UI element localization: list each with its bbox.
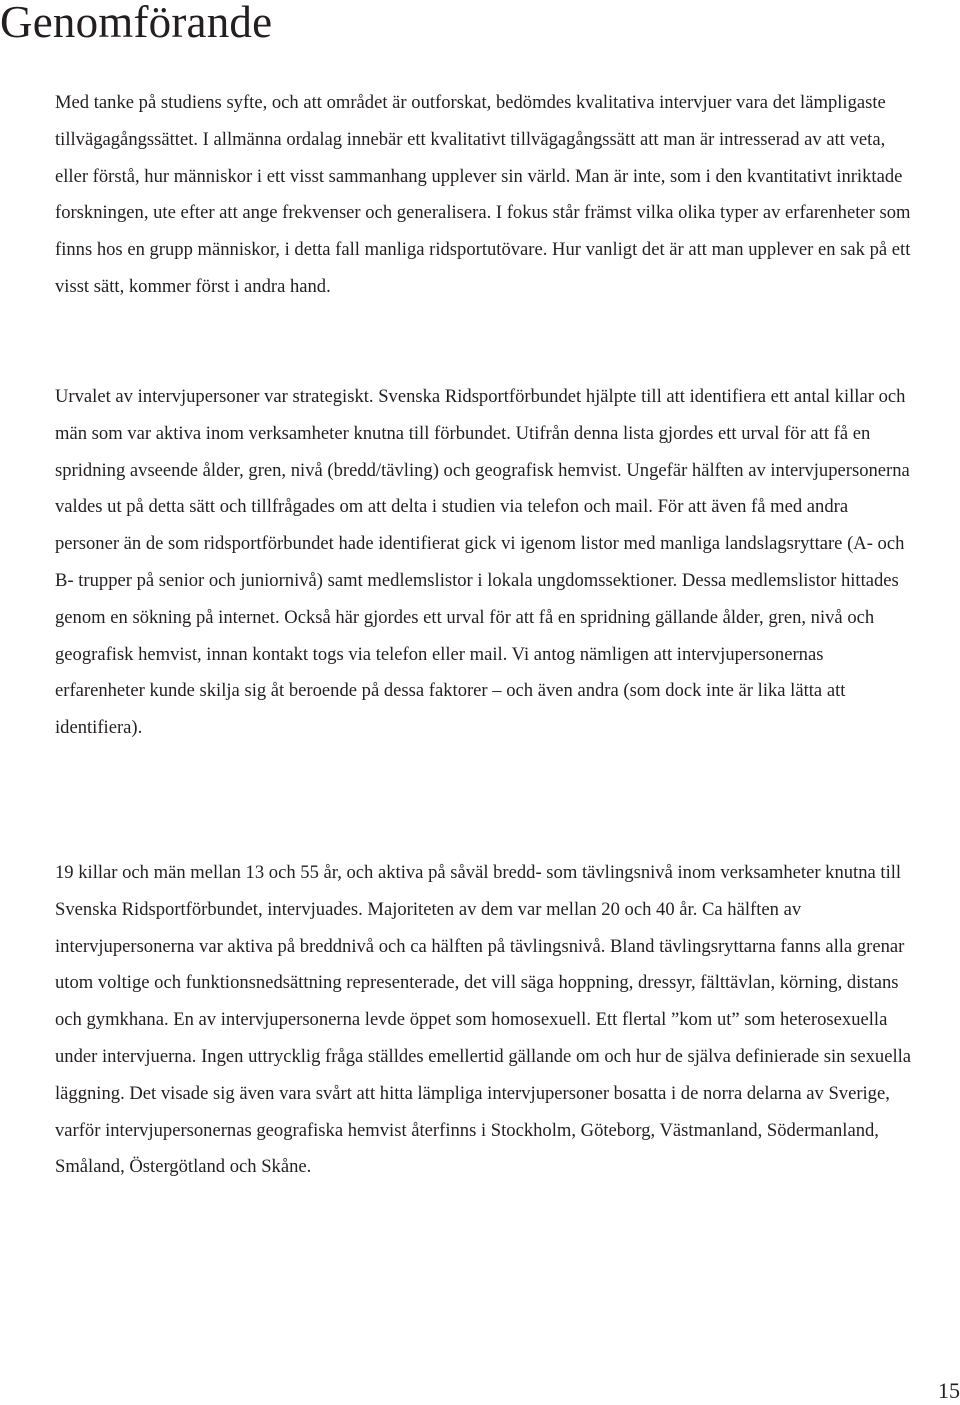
paragraph-participants: 19 killar och män mellan 13 och 55 år, och aktiva på såväl bredd- som tävlingsnivå inom verksamheter knutna till Svenska Ridsportförbundet, intervjuades. Majoriteten av dem var mellan 20 och 40 år. Ca hälften av intervjupersonerna var aktiva på breddnivå och ca hälften på tävlingsnivå. Bland tävlingsryttarna fanns alla grenar utom voltige och funktionsnedsättning representerade, det vill säga hoppning, dressyr, fälttävlan, körning, distans och gymkhana. En av intervjupersonerna levde öppet som homosexuell. Ett flertal ”kom ut” som heterosexuella under intervjuerna. Ingen uttrycklig fråga ställdes emellertid gällande om och hur de själva definierade sin sexuella läggning. Det visade sig även vara svårt att hitta lämpliga intervjupersoner bosatta i de norra delarna av Sverige, varför intervjupersonernas geografiska hemvist återfinns i Stockholm, Göteborg, Västmanland, Södermanland, Småland, Östergötland och Skåne.	[55, 862, 912, 1178]
page-number: 15	[938, 1378, 960, 1403]
paragraph-method-rationale: Med tanke på studiens syfte, och att området är outforskat, bedömdes kvalitativa intervjuer vara det lämpligaste tillvägagångssättet. I allmänna ordalag innebär ett kvalitativt tillvägagångssätt att man är intresserad av att veta, eller förstå, hur människor i ett visst sammanhang upplever sin värld. Man är inte, som i den kvantitativt inriktade forskningen, ute efter att ange frekvenser och generalisera. I fokus står främst vilka olika typer av erfarenheter som finns hos en grupp människor, i detta fall manliga ridsportutövare. Hur vanligt det är att man upplever en sak på ett visst sätt, kommer först i andra hand.	[55, 92, 911, 297]
paragraph-selection: Urvalet av intervjupersoner var strategiskt. Svenska Ridsportförbundet hjälpte till att identifiera ett antal killar och män som var aktiva inom verksamheter knutna till förbundet. Utifrån denna lista gjordes ett urval för att få en spridning avseende ålder, gren, nivå (bredd/tävling) och geografisk hemvist. Ungefär hälften av intervjupersonerna valdes ut på detta sätt och tillfrågades om att delta i studien via telefon och mail. För att även få med andra personer än de som ridsportförbundet hade identifierat gick vi igenom listor med manliga landslagsryttare (A- och B- trupper på senior och juniornivå) samt medlemslistor i lokala ungdomssektioner. Dessa medlemslistor hittades genom en sökning på internet. Också här gjordes ett urval för att få en spridning gällande ålder, gren, nivå och geografisk hemvist, innan kontakt togs via telefon eller mail. Vi antog nämligen att intervjupersonernas erfarenheter kunde skilja sig åt beroende på dessa faktorer – och även andra (som dock inte är lika lätta att identifiera).	[55, 386, 910, 739]
page-title: Genomförande	[0, 0, 273, 47]
